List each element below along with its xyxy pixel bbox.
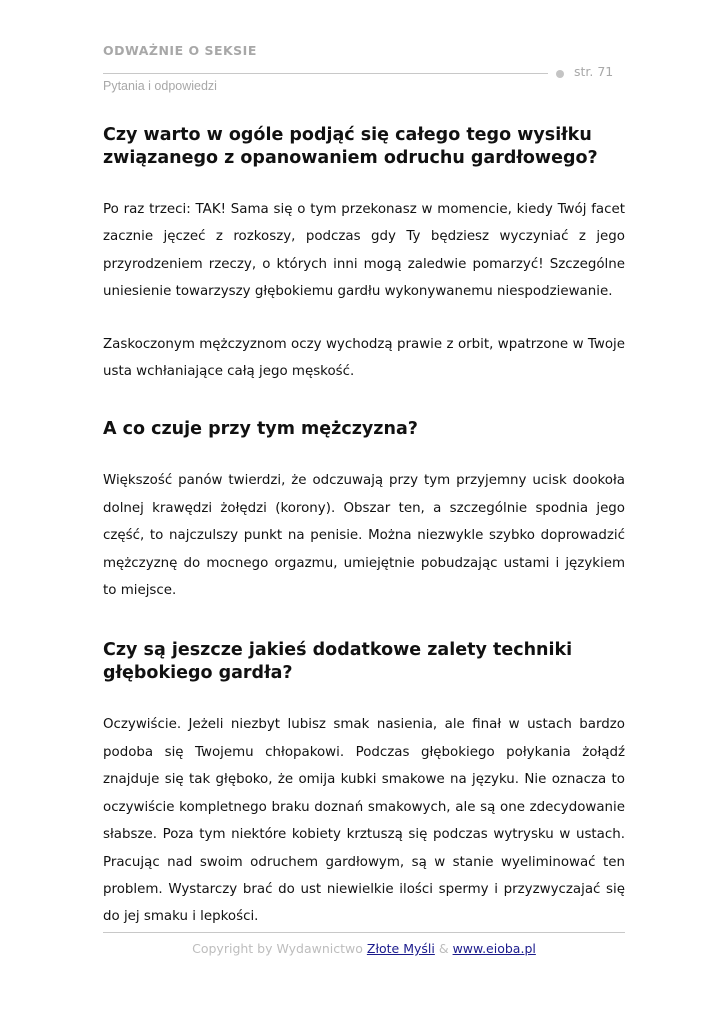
main-content (103, 124, 625, 931)
publisher-link[interactable]: Złote Myśli (366, 941, 435, 956)
page-number: str. 71 (574, 64, 614, 79)
footer-divider (103, 932, 625, 933)
question-heading: Czy są jeszcze jakieś dodatkowe zalety techniki głębokiego gardła? (103, 640, 573, 684)
question-heading: A co czuje przy tym mężczyzna? (103, 419, 418, 440)
website-link[interactable]: www.eioba.pl (452, 941, 536, 956)
answer-paragraph: Zaskoczonym mężczyznom oczy wychodzą prawie z orbit, wpatrzone w Twoje usta wchłaniające całą jego męskość. (103, 336, 625, 380)
footer-copyright (0, 941, 728, 956)
answer-paragraph: Większość panów twierdzi, że odczuwają przy tym przyjemny ucisk dookoła dolnej krawędzi żołędzi (korony). Obszar ten, a szczególnie spodnia jego część, to najczulszy punkt na penisie. Można niezwykle szybko doprowadzić mężczyznę do mocnego orgazmu, umiejętnie pobudzając ustami i językiem to miejsce. (103, 473, 625, 599)
chapter-subtitle: Pytania i odpowiedzi (103, 79, 217, 93)
copyright-text: Copyright by Wydawnictwo (192, 941, 363, 956)
answer-paragraph: Po raz trzeci: TAK! Sama się o tym przekonasz w momencie, kiedy Twój facet zacznie jęczeć z rozkoszy, podczas gdy Ty będziesz wyczyniać z jego przyrodzeniem rzeczy, o których inni mogą zaledwie pomarzyć! Szczególne uniesienie towarzyszy głębokiemu gardłu wykonywanemu niespodziewanie. (103, 202, 625, 300)
bullet-dot-icon (556, 70, 564, 78)
book-title: ODWAŻNIE O SEKSIE (103, 43, 257, 58)
answer-paragraph: Oczywiście. Jeżeli niezbyt lubisz smak nasienia, ale finał w ustach bardzo podoba się Twojemu chłopakowi. Podczas głębokiego połykania żołądź znajduje się tak głęboko, że omija kubki smakowe na języku. Nie oznacza to oczywiście kompletnego braku doznań smakowych, ale są one zdecydowanie słabsze. Poza tym niektóre kobiety krztuszą się podczas wytrysku w ustach. Pracując nad swoim odruchem gardłowym, są w stanie wyeliminować ten problem. Wystarczy brać do ust niewielkie ilości spermy i przyzwyczajać się do jej smaku i lepkości. (103, 717, 625, 925)
ampersand-text: & (438, 941, 449, 956)
header-divider (103, 73, 548, 74)
question-heading: Czy warto w ogóle podjąć się całego tego wysiłku związanego z opanowaniem odruchu gardłowego? (103, 125, 598, 168)
